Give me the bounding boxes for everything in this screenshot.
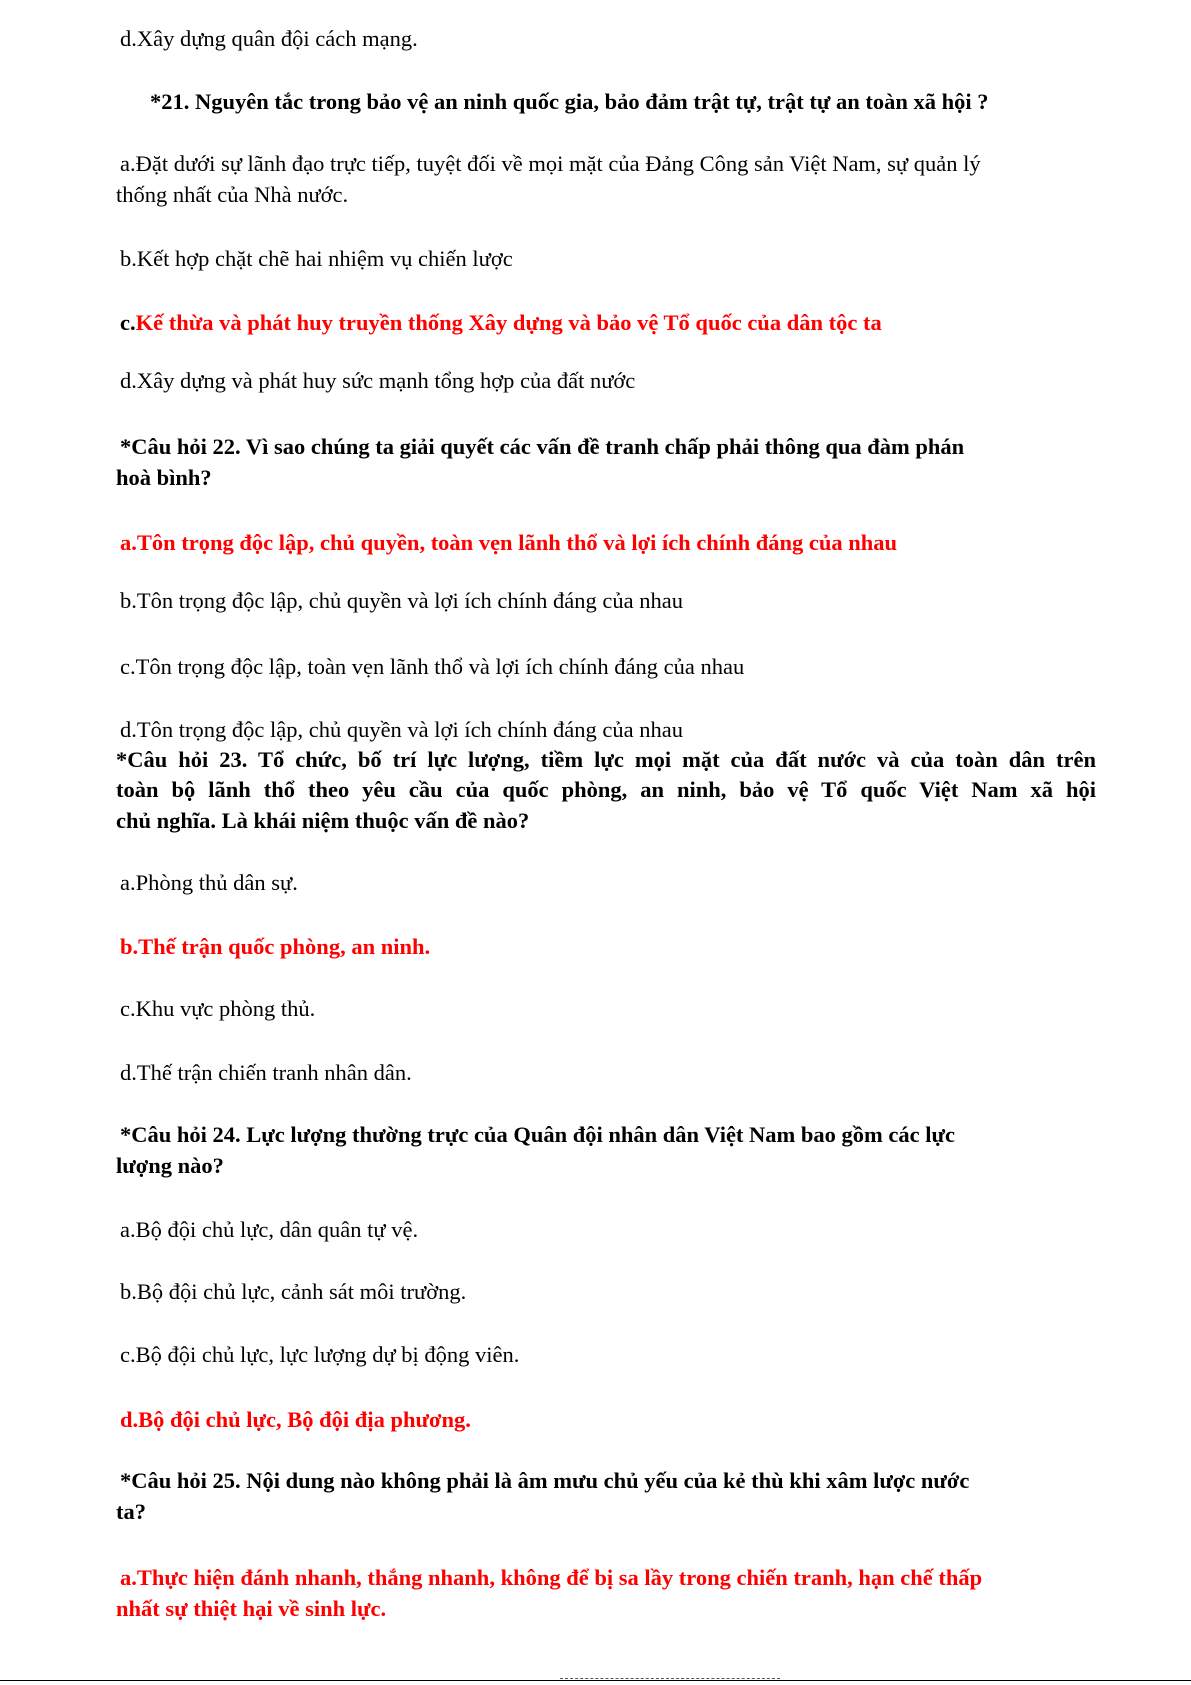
page-bottom-dashed-rule — [560, 1678, 780, 1679]
question-24-option-a: a.Bộ đội chủ lực, dân quân tự vệ. — [120, 1217, 419, 1242]
question-21-option-c-correct — [120, 308, 1191, 338]
question-21-option-a-line2: thống nhất của Nhà nước. — [116, 182, 349, 207]
question-23-option-d: d.Thế trận chiến tranh nhân dân. — [120, 1060, 412, 1085]
page-bottom-rule — [0, 1680, 1191, 1681]
question-25-option-a-correct-line1: a.Thực hiện đánh nhanh, thắng nhanh, không để bị sa lầy trong chiến tranh, hạn chế thấp — [120, 1565, 983, 1590]
question-24-option-b: b.Bộ đội chủ lực, cảnh sát môi trường. — [120, 1279, 467, 1304]
question-25-option-a-correct-line2: nhất sự thiệt hại về sinh lực. — [116, 1596, 387, 1621]
question-23-title-line3: chủ nghĩa. Là khái niệm thuộc vấn đề nào? — [116, 808, 530, 833]
question-21-option-a-line1: a.Đặt dưới sự lãnh đạo trực tiếp, tuyệt đối về mọi mặt của Đảng Công sản Việt Nam, sự quản lý — [120, 151, 981, 176]
question-22-title-line1: *Câu hỏi 22. Vì sao chúng ta giải quyết các vấn đề tranh chấp phải thông qua đàm phán — [120, 434, 965, 459]
question-24-title-line1: *Câu hỏi 24. Lực lượng thường trực của Quân đội nhân dân Việt Nam bao gồm các lực — [120, 1122, 956, 1147]
question-22-option-b: b.Tôn trọng độc lập, chủ quyền và lợi ích chính đáng của nhau — [120, 588, 683, 613]
question-24-title-line2: lượng nào? — [116, 1153, 224, 1178]
question-24-option-d-correct: d.Bộ đội chủ lực, Bộ đội địa phương. — [120, 1407, 471, 1432]
question-21-option-d: d.Xây dựng và phát huy sức mạnh tổng hợp của đất nước — [120, 368, 636, 393]
question-23-title-line2: toàn bộ lãnh thổ theo yêu cầu của quốc phòng, an ninh, bảo vệ Tổ quốc Việt Nam xã hội — [116, 777, 1096, 802]
question-23-option-b-correct: b.Thế trận quốc phòng, an ninh. — [120, 934, 431, 959]
question-24-option-c: c.Bộ đội chủ lực, lực lượng dự bị động viên. — [120, 1342, 520, 1367]
question-21-title: *21. Nguyên tắc trong bảo vệ an ninh quốc gia, bảo đảm trật tự, trật tự an toàn xã hội ? — [150, 89, 989, 114]
question-22-option-d: d.Tôn trọng độc lập, chủ quyền và lợi ích chính đáng của nhau — [120, 717, 683, 742]
question-22-title-line2: hoà bình? — [116, 465, 212, 490]
previous-option-d: d.Xây dựng quân đội cách mạng. — [120, 26, 418, 51]
question-25-title-line1: *Câu hỏi 25. Nội dung nào không phải là âm mưu chủ yếu của kẻ thù khi xâm lược nước — [120, 1468, 970, 1493]
question-21-option-b: b.Kết hợp chặt chẽ hai nhiệm vụ chiến lược — [120, 246, 513, 271]
question-22-option-a-correct: a.Tôn trọng độc lập, chủ quyền, toàn vẹn lãnh thổ và lợi ích chính đáng của nhau — [120, 530, 898, 555]
option-letter: c. — [120, 310, 136, 335]
question-23-option-c: c.Khu vực phòng thủ. — [120, 996, 316, 1021]
question-23-option-a: a.Phòng thủ dân sự. — [120, 870, 298, 895]
option-text: Kế thừa và phát huy truyền thống Xây dựng và bảo vệ Tổ quốc của dân tộc ta — [135, 310, 882, 335]
question-22-option-c: c.Tôn trọng độc lập, toàn vẹn lãnh thổ và lợi ích chính đáng của nhau — [120, 654, 745, 679]
question-23-title-line1: *Câu hỏi 23. Tổ chức, bố trí lực lượng, tiềm lực mọi mặt của đất nước và của toàn dân trên — [116, 747, 1096, 772]
question-25-title-line2: ta? — [116, 1499, 146, 1524]
